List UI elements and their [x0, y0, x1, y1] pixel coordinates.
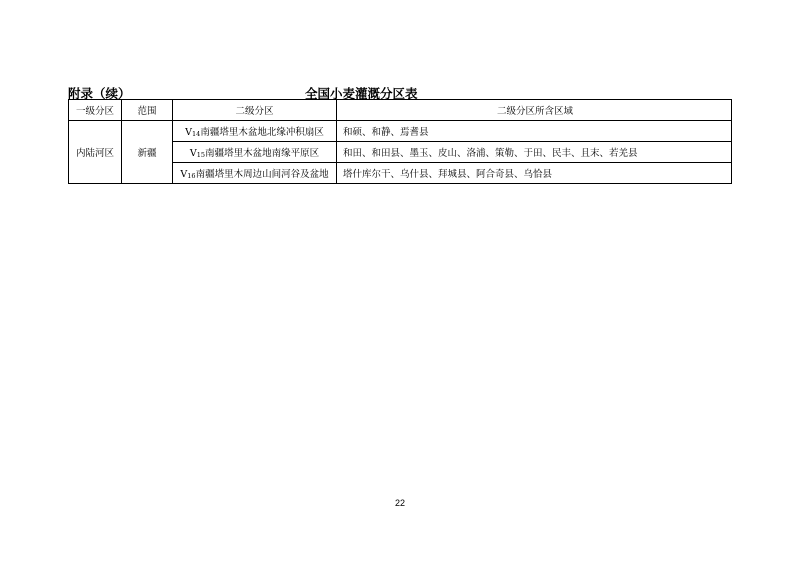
zone-name: 南疆塔里木盆地北缘冲积扇区 [200, 127, 324, 138]
zone-code-subscript: 16 [187, 172, 196, 180]
zone-name: 南疆塔里木盆地南缘平原区 [205, 148, 320, 159]
zone-code-subscript: 15 [196, 151, 206, 159]
scope-cell: 新疆 [122, 121, 173, 184]
zone-code: V [189, 148, 197, 159]
zone-code-subscript: 14 [192, 130, 201, 138]
column-header-level1: 一级分区 [69, 100, 122, 121]
level2-zone-cell [173, 163, 337, 184]
zone-code: V [185, 127, 193, 138]
zone-code: V [180, 169, 188, 180]
areas-cell: 塔什库尔干、乌什县、拜城县、阿合奇县、乌恰县 [337, 163, 732, 184]
level2-zone-cell [173, 121, 337, 142]
zone-name: 南疆塔里木周边山间河谷及盆地 [195, 169, 329, 180]
areas-cell: 和硕、和静、焉耆县 [337, 121, 732, 142]
table-row [69, 121, 732, 142]
column-header-level2: 二级分区 [173, 100, 337, 121]
areas-cell: 和田、和田县、墨玉、皮山、洛浦、策勒、于田、民丰、且末、若羌县 [337, 142, 732, 163]
appendix-label: 附录（续） [68, 86, 131, 101]
column-header-areas: 二级分区所含区域 [337, 100, 732, 121]
table-title: 全国小麦灌溉分区表 [305, 86, 418, 101]
column-header-scope: 范围 [122, 100, 173, 121]
table-header-row [69, 100, 732, 121]
level1-zone-cell: 内陆河区 [69, 121, 122, 184]
page-number: 22 [394, 498, 405, 508]
level2-zone-cell [173, 142, 337, 163]
irrigation-zone-table [68, 99, 732, 184]
